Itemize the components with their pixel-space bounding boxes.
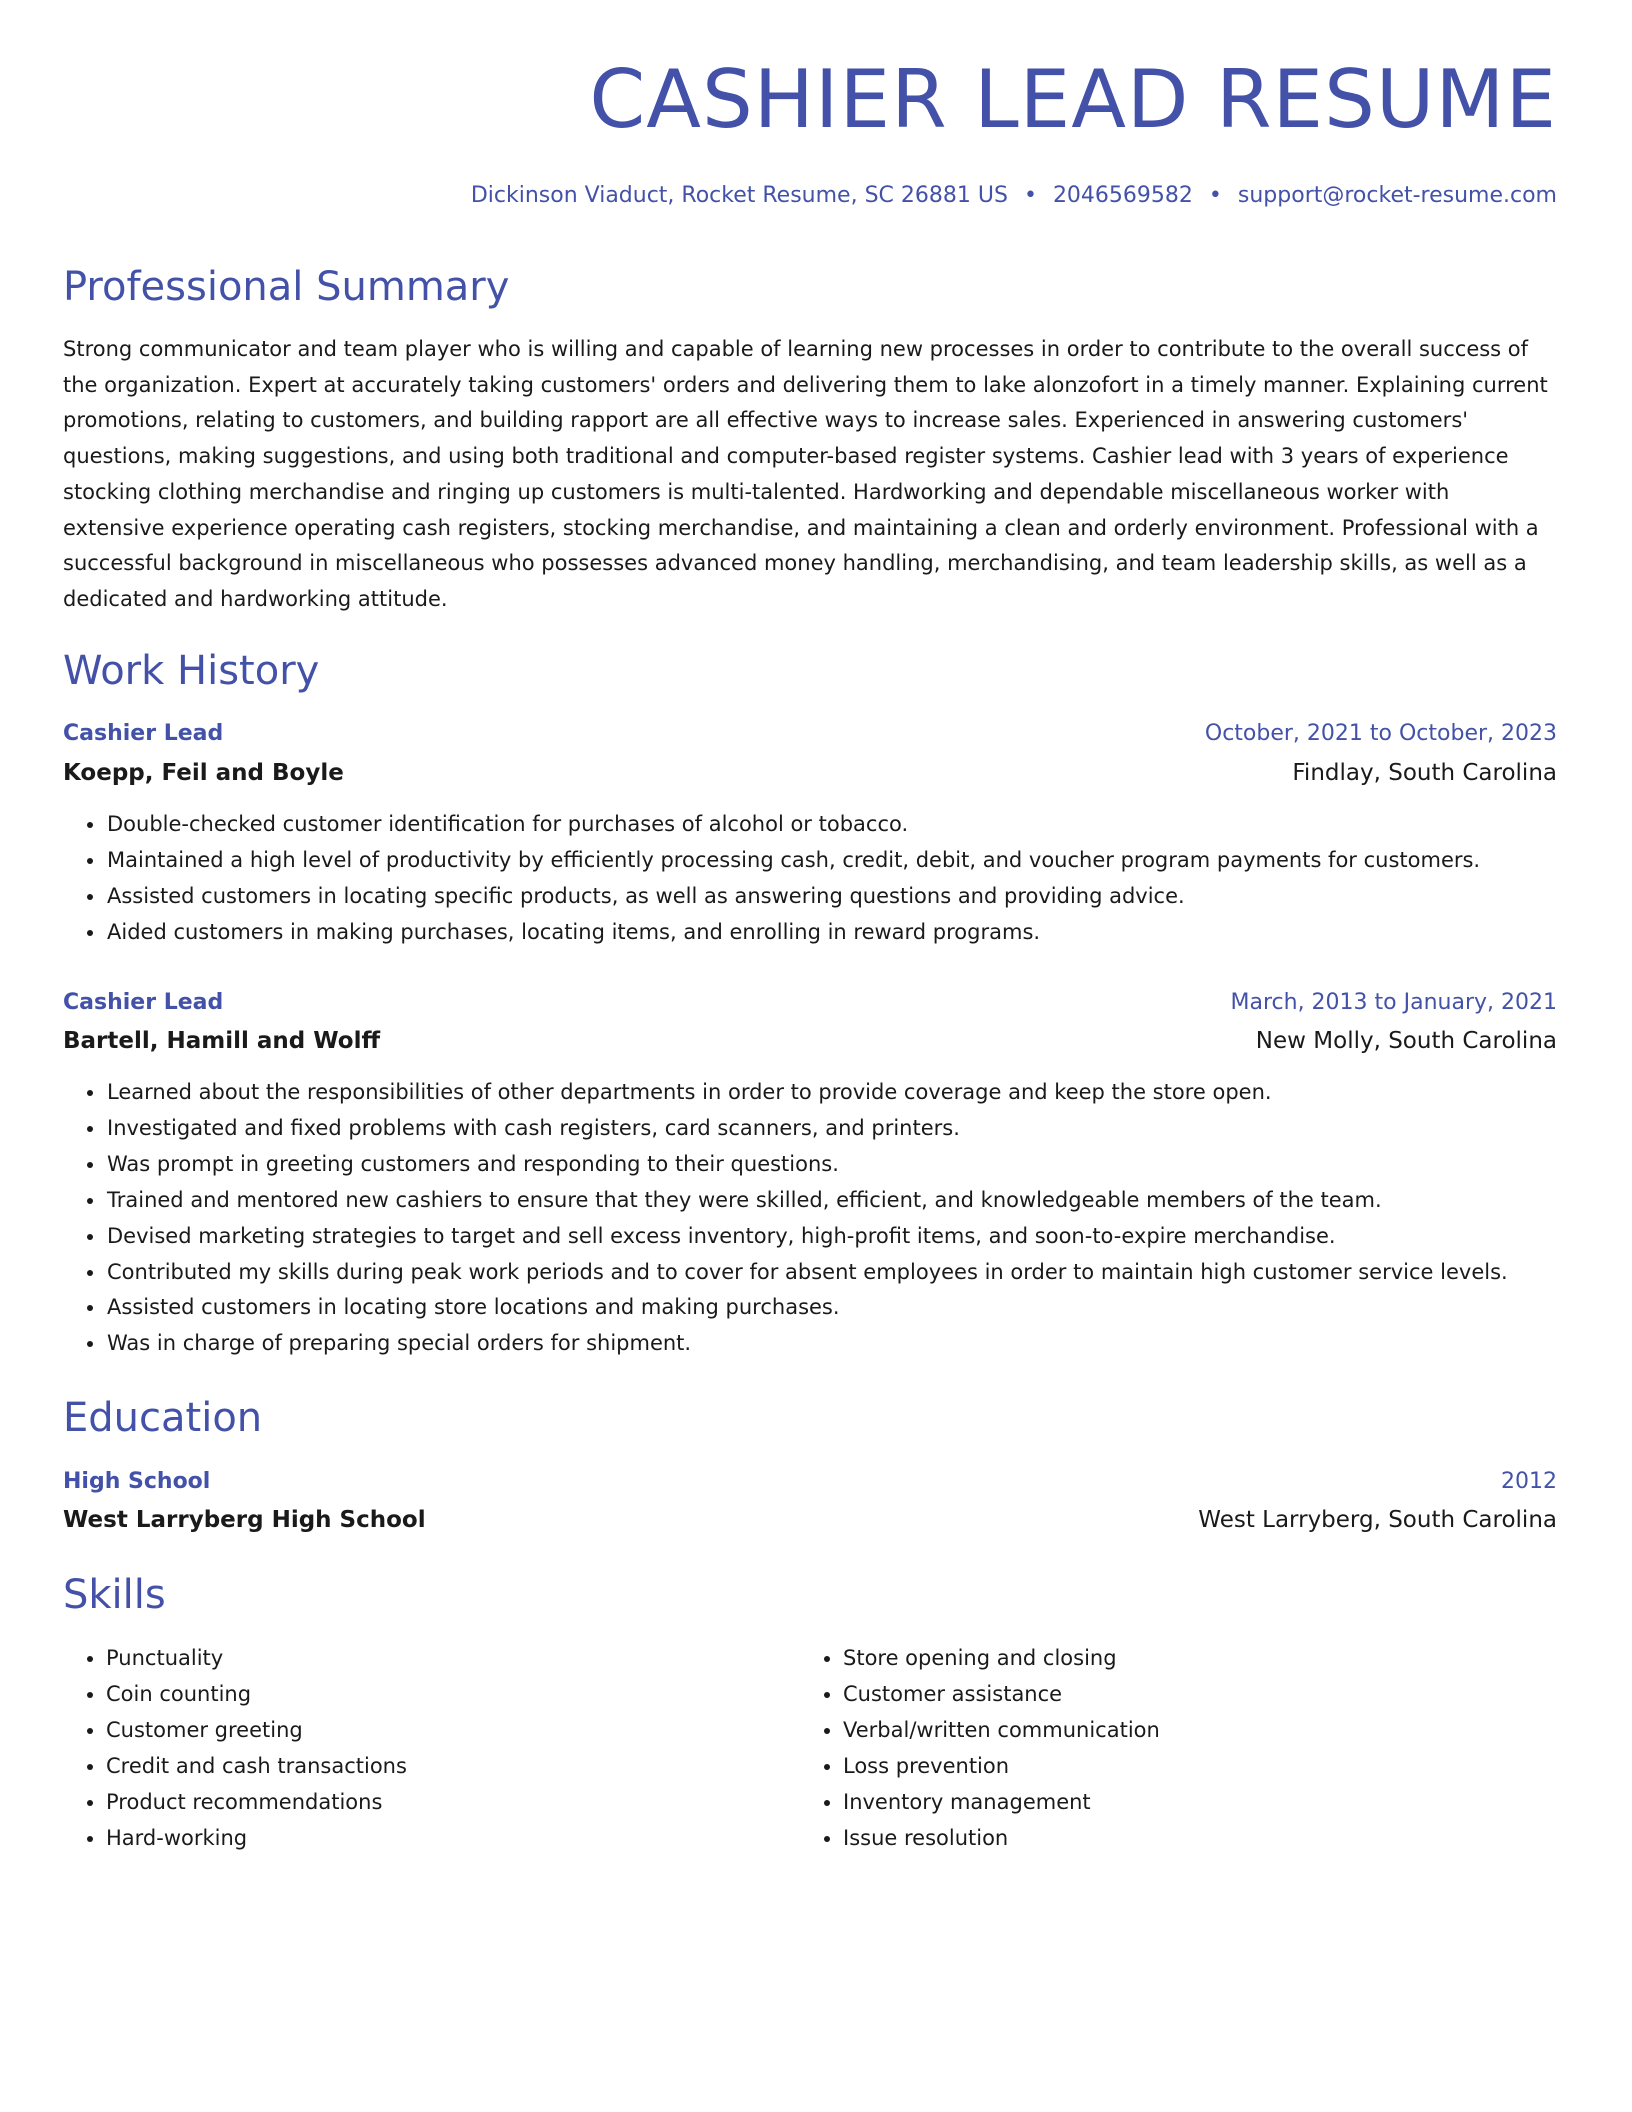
skills-list-left [63,1641,796,1856]
job-title: Cashier Lead [63,990,224,1015]
skill-item: • Coin counting [106,1677,796,1713]
list-item: • Contributed my skills during peak work periods and to cover for absent employees in order to maintain high customer service levels. [106,1255,1557,1291]
job-2-duties [63,1075,1557,1362]
skill-item: • Punctuality [106,1641,796,1677]
job-location: Findlay, South Carolina [1292,760,1557,786]
list-item: • Learned about the responsibilities of other departments in order to provide coverage and keep the store open. [106,1075,1557,1111]
list-item: • Aided customers in making purchases, locating items, and enrolling in reward programs. [106,915,1557,951]
skills-heading: Skills [63,1572,166,1618]
education-degree: High School [63,1469,211,1494]
skill-item: • Customer greeting [106,1713,796,1749]
education-location: West Larryberg, South Carolina [1198,1507,1557,1533]
contact-address: Dickinson Viaduct, Rocket Resume, SC 26881 US [470,183,1008,208]
contact-separator: • [1023,183,1037,208]
education-year: 2012 [1501,1469,1557,1494]
skill-item: • Credit and cash transactions [106,1749,796,1785]
job-company: Koepp, Feil and Boyle [63,760,344,786]
skill-item: • Customer assistance [843,1677,1543,1713]
skill-item: • Hard-working [106,1821,796,1857]
list-item: • Investigated and fixed problems with cash registers, card scanners, and printers. [106,1111,1557,1147]
education-header [63,1466,1557,1498]
list-item: • Trained and mentored new cashiers to ensure that they were skilled, efficient, and knowledgeable members of the team. [106,1183,1557,1219]
contact-email: support@rocket-resume.com [1237,183,1557,208]
job-1-header [63,718,1557,750]
work-history-heading: Work History [63,648,320,694]
skills-list-right [800,1641,1543,1856]
summary-text: Strong communicator and team player who is willing and capable of learning new processes in order to contribute to the overall success of the organization. Expert at accurately taking customers' orders and delivering them to lake alonzofort in a timely manner. Explaining current promotions, relating to customers, and building rapport are all effective ways to increase sales. Experienced in answering customers' questions, making suggestions, and using both traditional and computer-based register systems. Cashier lead with 3 years of experience stocking clothing merchandise and ringing up customers is multi-talented. Hardworking and dependable miscellaneous worker with extensive experience operating cash registers, stocking merchandise, and maintaining a clean and orderly environment. Professional with a successful background in miscellaneous who possesses advanced money handling, merchandising, and team leadership skills, as well as a dedicated and hardworking attitude. [63,337,1548,611]
resume-title: CASHIER LEAD RESUME [589,53,1557,146]
list-item: • Double-checked customer identification for purchases of alcohol or tobacco. [106,807,1557,843]
skill-item: • Product recommendations [106,1785,796,1821]
skill-item: • Verbal/written communication [843,1713,1543,1749]
job-2-employer [63,1025,1557,1057]
list-item: • Maintained a high level of productivity by efficiently processing cash, credit, debit, and voucher program payments for customers. [106,843,1557,879]
contact-phone: 2046569582 [1052,183,1193,208]
skill-item: • Loss prevention [843,1749,1543,1785]
job-title: Cashier Lead [63,721,224,746]
contact-separator: • [1208,183,1222,208]
skill-item: • Store opening and closing [843,1641,1543,1677]
list-item: • Was in charge of preparing special orders for shipment. [106,1326,1557,1362]
education-heading: Education [63,1395,263,1441]
education-school-row [63,1504,1557,1536]
list-item: • Assisted customers in locating specific products, as well as answering questions and providing advice. [106,879,1557,915]
job-dates: October, 2021 to October, 2023 [1204,721,1557,746]
job-1-duties [63,807,1557,951]
skill-item: • Inventory management [843,1785,1543,1821]
job-location: New Molly, South Carolina [1255,1028,1557,1054]
job-2-header [63,987,1557,1019]
list-item: • Assisted customers in locating store locations and making purchases. [106,1290,1557,1326]
job-company: Bartell, Hamill and Wolff [63,1028,381,1054]
contact-line [471,180,1557,212]
list-item: • Devised marketing strategies to target and sell excess inventory, high-profit items, and soon-to-expire merchandise. [106,1219,1557,1255]
summary-heading: Professional Summary [63,264,510,310]
job-dates: March, 2013 to January, 2021 [1230,990,1557,1015]
job-1-employer [63,757,1557,789]
education-school: West Larryberg High School [63,1507,426,1533]
list-item: • Was prompt in greeting customers and responding to their questions. [106,1147,1557,1183]
skill-item: • Issue resolution [843,1821,1543,1857]
